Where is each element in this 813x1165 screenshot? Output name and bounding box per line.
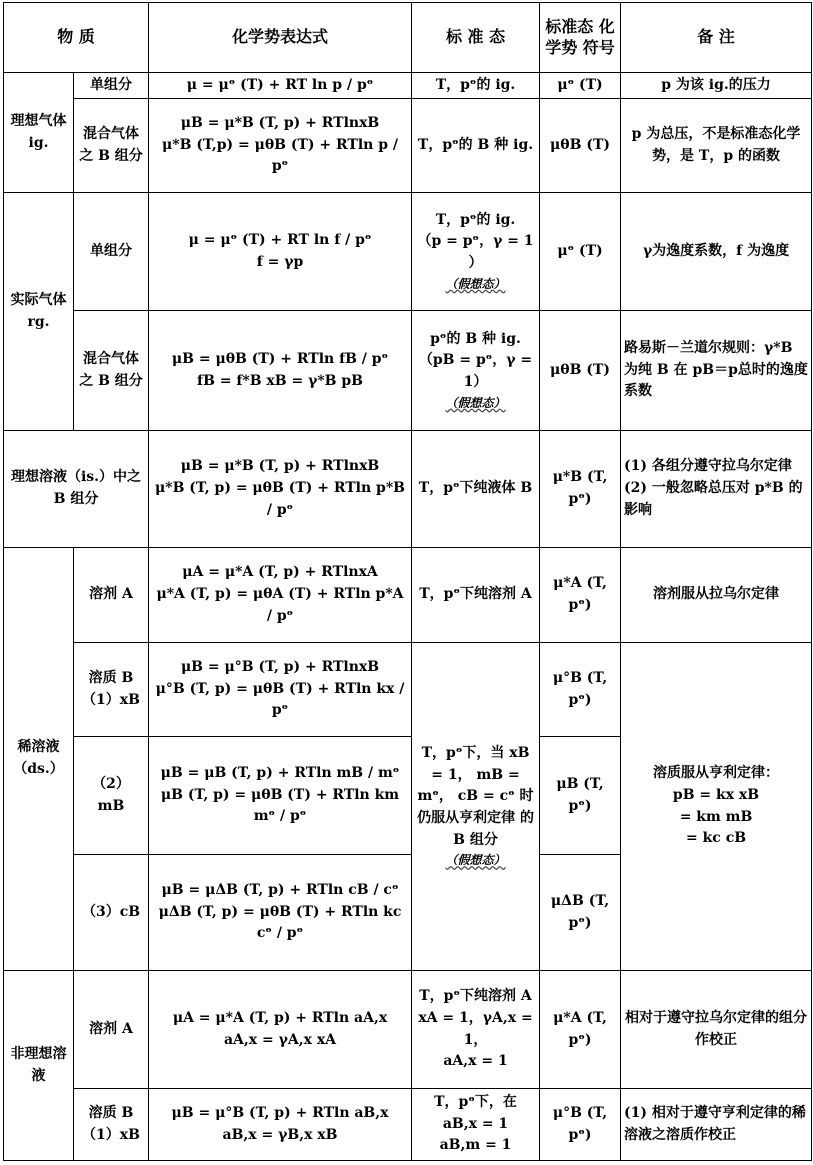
remark-cell [621,431,812,548]
category-dilute-solution: 稀溶液（ds.） [4,548,74,971]
expression-cell [149,548,412,643]
symbol: μ*A (T, pᶱ) [540,548,621,643]
header-remarks: 备 注 [621,3,812,73]
table-row [4,1089,812,1161]
sub-label: （3）cB [74,855,149,971]
expression-cell [149,311,412,431]
hypothetical-note: （假想态） [445,395,506,410]
category-real-gas: 实际气体 rg. [4,193,74,431]
hypothetical-note: （假想态） [445,276,506,291]
remark: p 为该 ig.的压力 [621,73,812,99]
state-line: T，pᶱ的 ig. [435,211,516,228]
expression-line: μA = μ*A (T, p) + RTln aA,x [172,1009,388,1026]
standard-state: T，pᶱ的 ig. [412,73,540,99]
table-row [4,548,812,643]
expression-cell [149,737,412,855]
symbol: μB (T, pᶱ) [540,737,621,855]
table-row [4,431,812,548]
state-line: pᶱ的 B 种 ig. [430,330,521,347]
header-row [4,3,812,73]
sub-label: 单组分 [74,73,149,99]
expression-line: μ°B (T, p) = μθB (T) + RTln kx / pᶱ [155,680,405,719]
standard-state-cell [412,971,540,1089]
category-ideal-solution: 理想溶液（is.）中之 B 组分 [4,431,149,548]
remark: 溶剂服从拉乌尔定律 [621,548,812,643]
expression-line: aB,x = γB,x xB [222,1126,338,1143]
expression-line: μ = μᶱ (T) + RT ln f / pᶱ [188,231,372,248]
state-line: （pB = pᶱ，γ = 1） [418,352,533,391]
expression-line: μ*B (T,p) = μθB (T) + RTln p / pᶱ [162,136,398,175]
standard-state-cell [412,643,540,971]
table-row [4,643,812,737]
expression-line: μB = μ*B (T, p) + RTlnxB [180,114,380,131]
symbol: μ*B (T, pᶱ) [540,431,621,548]
symbol: μθB (T) [540,99,621,193]
header-symbol: 标准态 化学势 符号 [540,3,621,73]
hypothetical-note: （假想态） [445,853,506,868]
sub-label: 单组分 [74,193,149,311]
state-line: aB,m = 1 [439,1137,512,1154]
state-line: aB,x = 1 [442,1115,509,1132]
expression-cell [149,1089,412,1161]
sub-label: 混合气体之 B 组分 [74,99,149,193]
remark: p 为总压，不是标准态化学势，是 T，p 的函数 [621,99,812,193]
expression-line: μB = μΔB (T, p) + RTln cB / cᶱ [161,881,399,898]
expression-line: μ*B (T, p) = μθB (T) + RTln p*B / pᶱ [155,480,405,518]
standard-state-cell [412,193,540,311]
symbol: μᶱ (T) [540,193,621,311]
state-line: aA,x = 1 [443,1053,508,1070]
standard-state-cell [412,1089,540,1161]
expression-line: μB = μθB (T) + RTln fB / pᶱ [171,350,389,367]
remark-line: 溶质服从亨利定律： [653,765,780,782]
remark-line: (2) 一般忽略总压对 p*B 的影响 [624,480,803,518]
header-substance: 物 质 [4,3,149,73]
remark: γ为逸度系数，f 为逸度 [621,193,812,311]
remark: 路易斯－兰道尔规则：γ*B 为纯 B 在 pB＝p总时的逸度系数 [621,311,812,431]
sub-label: 溶质 B （1）xB [74,643,149,737]
state-line: T，pᶱ下，当 xB = 1， mB = mᶱ， cB = cᶱ 时 仍服从亨利定律 的 B 组分 [417,744,534,848]
standard-state: T，pᶱ下纯溶剂 A [412,548,540,643]
table-row [4,311,812,431]
expression-line: μ*A (T, p) = μθA (T) + RTln p*A / pᶱ [156,586,404,624]
category-ideal-gas: 理想气体 ig. [4,73,74,193]
symbol: μ°B (T, pᶱ) [540,1089,621,1161]
remark-cell [621,643,812,971]
symbol: μ°B (T, pᶱ) [540,643,621,737]
expression-cell [149,99,412,193]
sub-label: （2） mB [74,737,149,855]
expression-cell [149,855,412,971]
expression: μ = μᶱ (T) + RT ln p / pᶱ [149,73,412,99]
standard-state: T，pᶱ的 B 种 ig. [412,99,540,193]
expression-line: μB = μ*B (T, p) + RTlnxB [180,458,380,475]
state-line: （p = pᶱ，γ = 1 ） [417,233,534,272]
symbol: μ*A (T, pᶱ) [540,971,621,1089]
expression-cell [149,971,412,1089]
expression-line: f = γp [256,253,304,270]
state-line: T，pᶱ下，在 [434,1093,517,1110]
sub-label: 混合气体之 B 组分 [74,311,149,431]
standard-state-cell [412,311,540,431]
header-expression: 化学势表达式 [149,3,412,73]
remark-line: = km mB [679,808,753,825]
symbol: μθB (T) [540,311,621,431]
remark: 相对于遵守拉乌尔定律的组分作校正 [621,971,812,1089]
state-line: xA = 1，γA,x = 1， [418,1009,533,1048]
header-standard-state: 标 准 态 [412,3,540,73]
expression-line: μB (T, p) = μθB (T) + RTln km mᶱ / pᶱ [160,786,400,825]
sub-label: 溶剂 A [74,548,149,643]
category-nonideal-solution: 非理想溶液 [4,971,74,1161]
chemical-potential-table [3,2,812,1161]
table-row [4,99,812,193]
expression-cell [149,643,412,737]
expression-cell [149,193,412,311]
remark: (1) 相对于遵守亨利定律的稀溶液之溶质作校正 [621,1089,812,1161]
table-row [4,193,812,311]
expression-line: μΔB (T, p) = μθB (T) + RTln kc cᶱ / pᶱ [158,903,402,942]
remark-line: (1) 各组分遵守拉乌尔定律 [624,458,792,475]
expression-cell [149,431,412,548]
expression-line: μB = μB (T, p) + RTln mB / mᶱ [160,764,400,781]
remark-line: pB = kx xB [672,786,760,803]
symbol: μᶱ (T) [540,73,621,99]
expression-line: μA = μ*A (T, p) + RTlnxA [182,564,378,581]
remark-line: = kc cB [685,830,747,847]
expression-line: aA,x = γA,x xA [223,1031,337,1048]
sub-label: 溶质 B （1）xB [74,1089,149,1161]
expression-line: fB = f*B xB = γ*B pB [197,372,363,389]
expression-line: μB = μ°B (T, p) + RTlnxB [180,658,380,675]
symbol: μΔB (T, pᶱ) [540,855,621,971]
sub-label: 溶剂 A [74,971,149,1089]
standard-state: T，pᶱ下纯液体 B [412,431,540,548]
table-row [4,971,812,1089]
expression-line: μB = μ°B (T, p) + RTln aB,x [171,1104,389,1121]
state-line: T，pᶱ下纯溶剂 A [419,988,532,1005]
table-row [4,73,812,99]
